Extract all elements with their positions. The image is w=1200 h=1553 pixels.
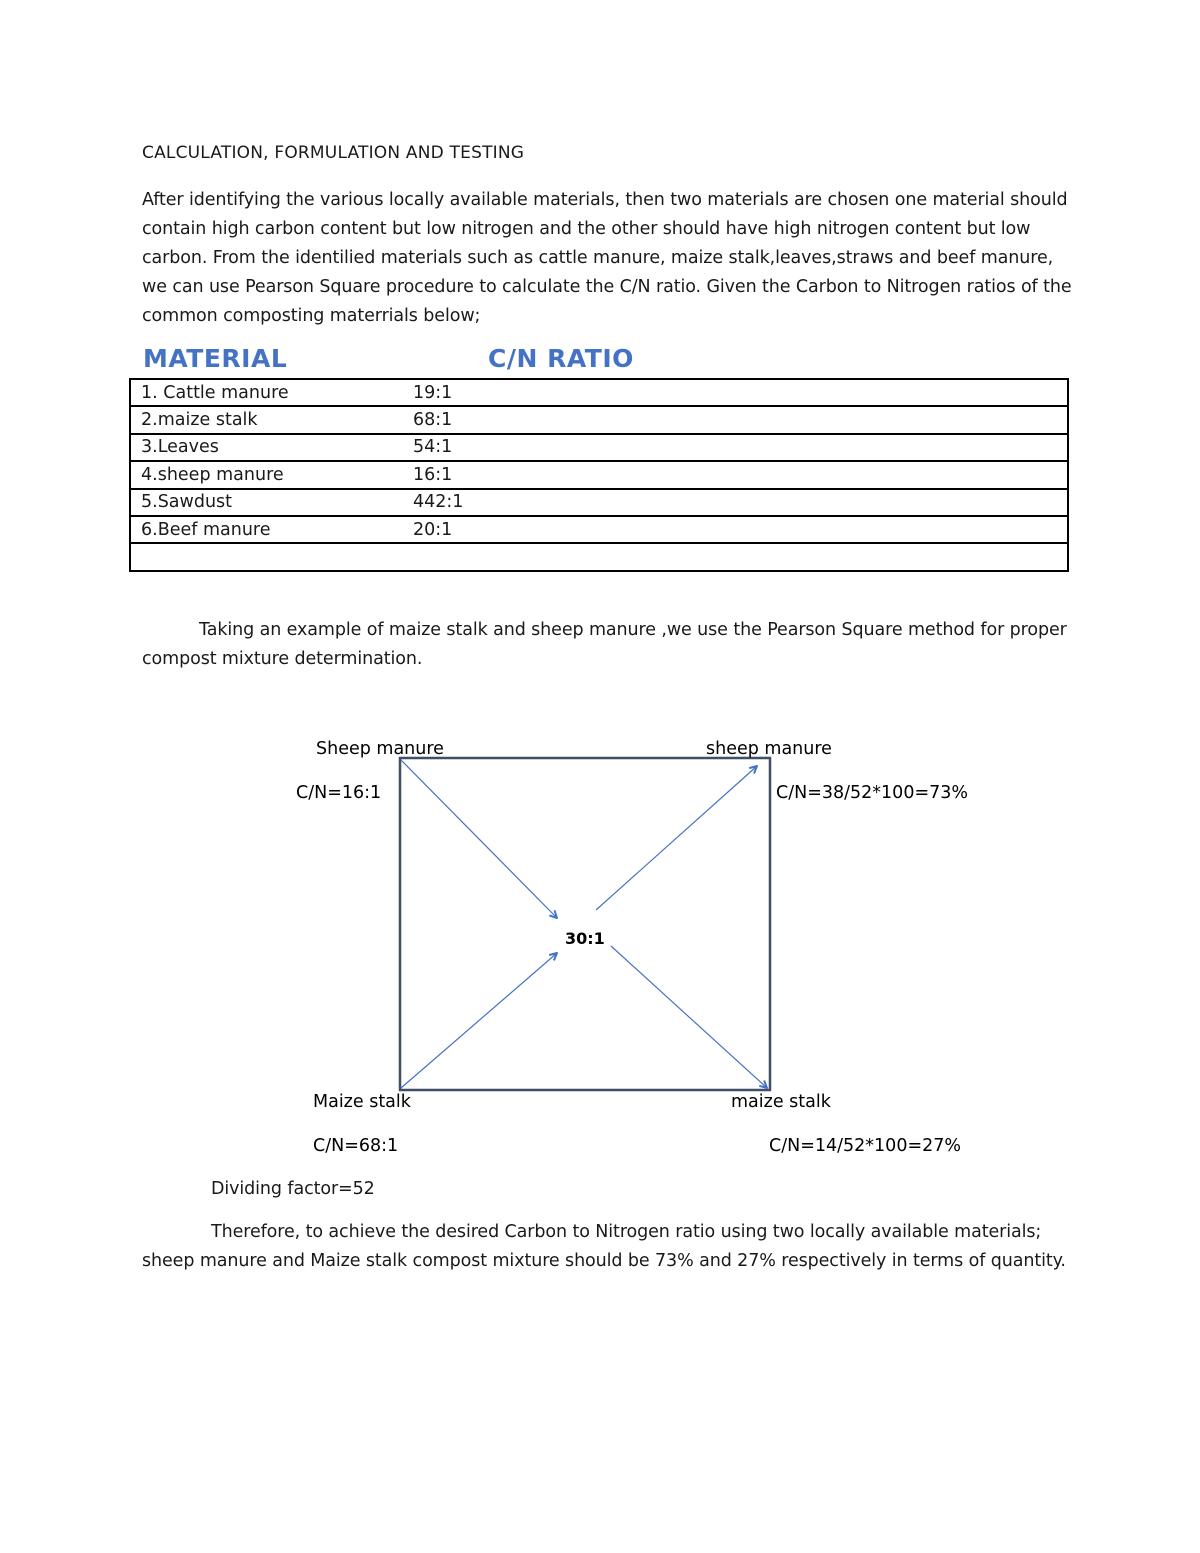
arrow-center-to-bottom-right bbox=[611, 946, 767, 1088]
arrow-center-to-top-right bbox=[596, 766, 757, 910]
section-heading: CALCULATION, FORMULATION AND TESTING bbox=[142, 143, 525, 163]
bottom-right-material-label: maize stalk bbox=[731, 1092, 831, 1112]
top-right-material-label: sheep manure bbox=[706, 739, 832, 759]
material-cell: 2.maize stalk bbox=[130, 406, 413, 433]
material-cell: 6.Beef manure bbox=[130, 516, 413, 543]
example-paragraph: Taking an example of maize stalk and sheep manure ,we use the Pearson Square method for proper compost mixture determination. bbox=[142, 620, 1067, 669]
ratio-cell: 54:1 bbox=[413, 434, 1068, 461]
top-left-material-label: Sheep manure bbox=[316, 739, 444, 759]
material-cell: 4.sheep manure bbox=[130, 461, 413, 488]
material-cell: 1. Cattle manure bbox=[141, 382, 289, 403]
column-header-material: MATERIAL bbox=[143, 344, 288, 373]
top-left-cn-value: C/N=16:1 bbox=[296, 783, 382, 803]
target-cn-ratio: 30:1 bbox=[565, 929, 605, 948]
arrow-bottom-left-to-center bbox=[401, 953, 557, 1088]
top-right-cn-value: C/N=38/52*100=73% bbox=[776, 783, 969, 803]
ratio-cell: 19:1 bbox=[413, 382, 453, 403]
dividing-factor: Dividing factor=52 bbox=[211, 1179, 375, 1199]
ratio-cell: 16:1 bbox=[413, 461, 1068, 488]
column-header-cn-ratio: C/N RATIO bbox=[488, 344, 634, 373]
ratio-cell: 442:1 bbox=[413, 489, 1068, 516]
bottom-left-cn-value: C/N=68:1 bbox=[313, 1136, 399, 1156]
bottom-left-material-label: Maize stalk bbox=[313, 1092, 411, 1112]
bottom-right-cn-value: C/N=14/52*100=27% bbox=[769, 1136, 962, 1156]
intro-paragraph: After identifying the various locally available materials, then two materials are chosen one material should contain high carbon content but low nitrogen and the other should have high nitrogen content but low carbon. From the identilied materials such as cattle manure, maize stalk,leaves,straws and beef manure, we can use Pearson Square procedure to calculate the C/N ratio. Given the Carbon to Nitrogen ratios of the common composting materrials below; bbox=[142, 190, 1072, 326]
material-cell: 5.Sawdust bbox=[130, 489, 413, 516]
conclusion-paragraph: Therefore, to achieve the desired Carbon to Nitrogen ratio using two locally available materials; sheep manure and Maize stalk compost mixture should be 73% and 27% respectively in terms of quantity. bbox=[142, 1222, 1066, 1271]
arrow-top-left-to-center bbox=[401, 760, 557, 918]
ratio-cell: 68:1 bbox=[413, 406, 1068, 433]
material-cell: 3.Leaves bbox=[130, 434, 413, 461]
ratio-cell: 20:1 bbox=[413, 516, 1068, 543]
